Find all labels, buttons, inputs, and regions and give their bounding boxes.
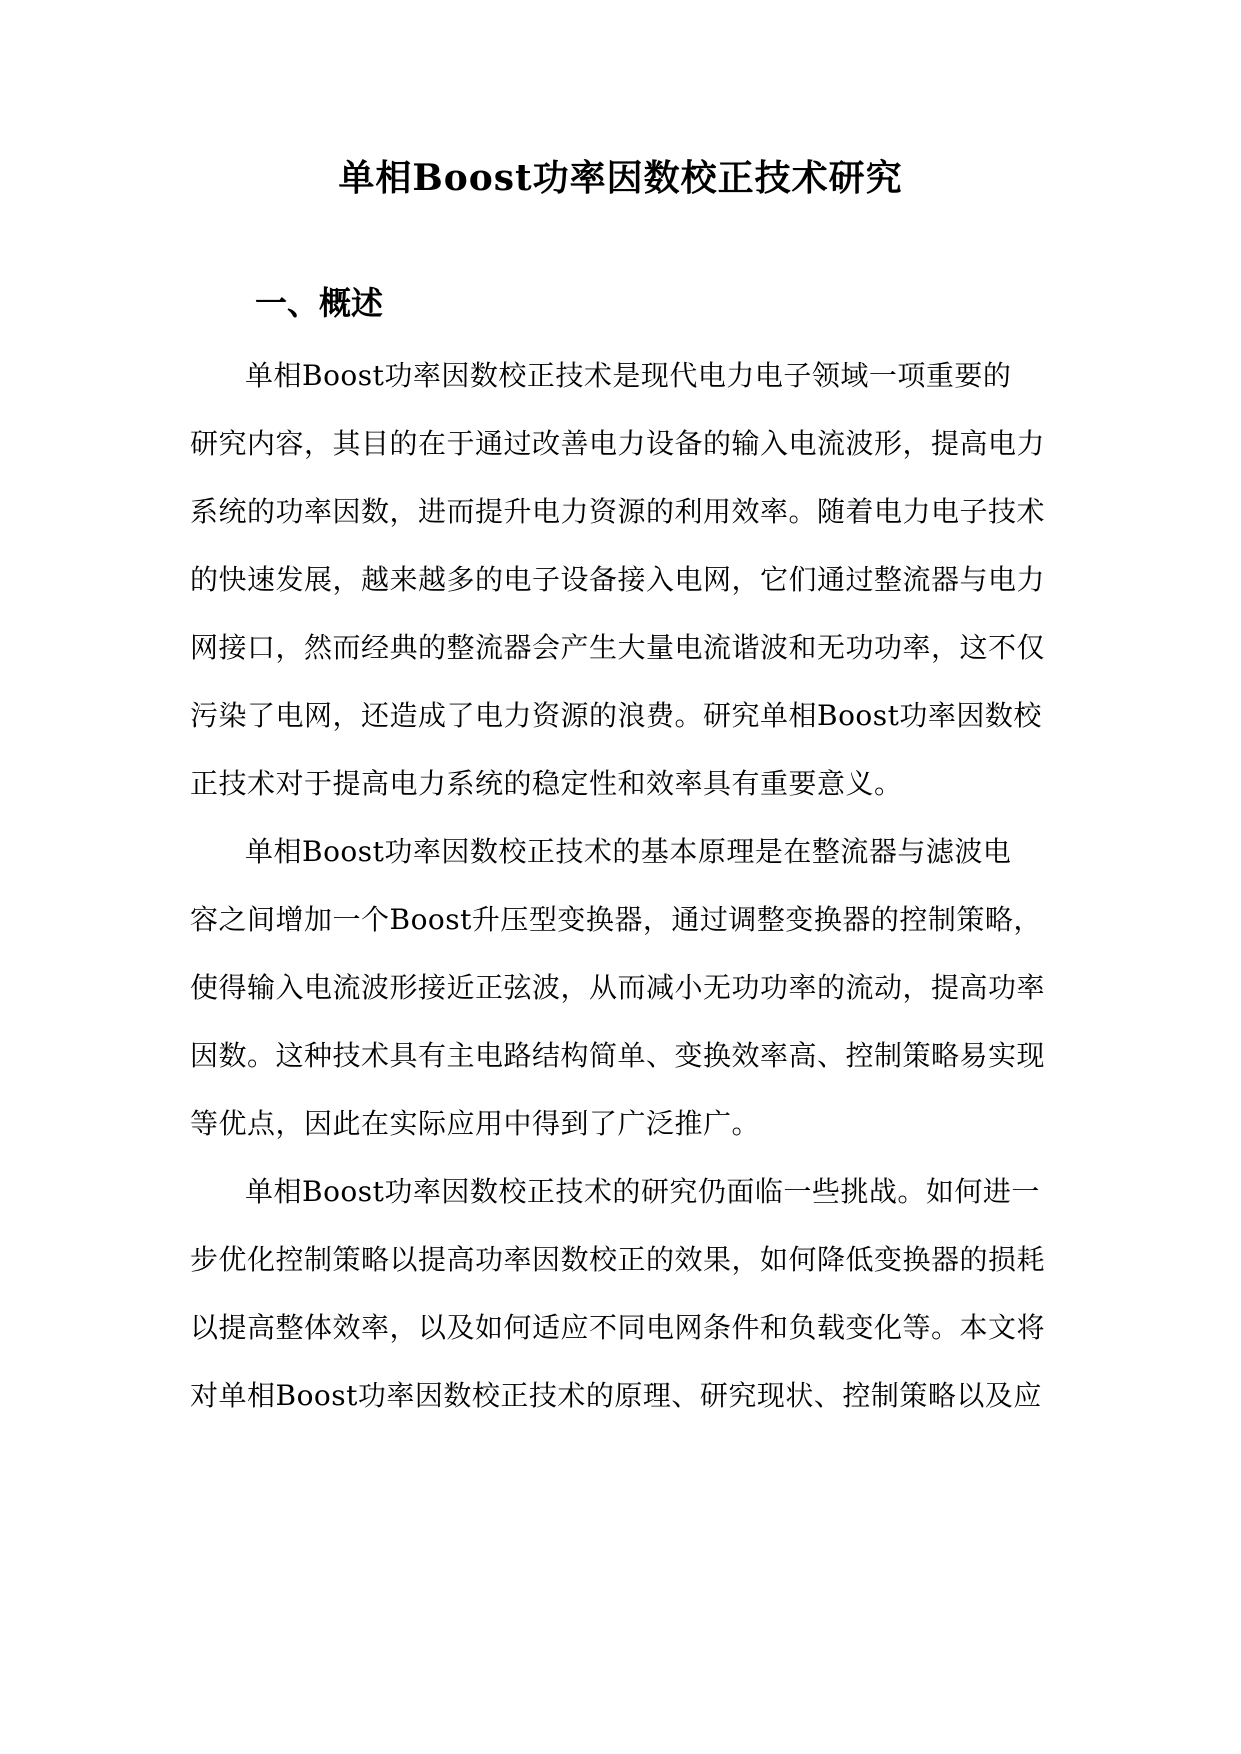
paragraph-line: 污染了电网，还造成了电力资源的浪费。研究单相Boost功率因数校	[190, 699, 1042, 732]
paragraph-line: 的快速发展，越来越多的电子设备接入电网，它们通过整流器与电力	[190, 563, 1046, 596]
paragraph-line: 步优化控制策略以提高功率因数校正的效果，如何降低变换器的损耗	[190, 1243, 1046, 1276]
paragraph-line: 因数。这种技术具有主电路结构简单、变换效率高、控制策略易实现	[190, 1039, 1046, 1072]
paragraph-line: 单相Boost功率因数校正技术是现代电力电子领域一项重要的	[245, 359, 1012, 392]
paragraph-line: 网接口，然而经典的整流器会产生大量电流谐波和无功功率，这不仅	[190, 631, 1046, 664]
paragraph-line: 正技术对于提高电力系统的稳定性和效率具有重要意义。	[190, 767, 903, 800]
paragraph-line: 等优点，因此在实际应用中得到了广泛推广。	[190, 1107, 761, 1140]
paragraph-line: 使得输入电流波形接近正弦波，从而减小无功功率的流动，提高功率	[190, 971, 1046, 1004]
paragraph-line: 系统的功率因数，进而提升电力资源的利用效率。随着电力电子技术	[190, 495, 1046, 528]
section-heading: 一、概述	[255, 284, 384, 322]
document-title: 单相Boost功率因数校正技术研究	[338, 157, 903, 199]
paragraph-line: 以提高整体效率，以及如何适应不同电网条件和负载变化等。本文将	[190, 1311, 1046, 1344]
paragraph-line: 对单相Boost功率因数校正技术的原理、研究现状、控制策略以及应	[190, 1379, 1042, 1412]
paragraph-line: 容之间增加一个Boost升压型变换器，通过调整变换器的控制策略，	[190, 903, 1042, 936]
paragraph-line: 研究内容，其目的在于通过改善电力设备的输入电流波形，提高电力	[190, 427, 1046, 460]
paragraph-line: 单相Boost功率因数校正技术的基本原理是在整流器与滤波电	[245, 835, 1012, 868]
paragraph-line: 单相Boost功率因数校正技术的研究仍面临一些挑战。如何进一	[245, 1175, 1040, 1208]
